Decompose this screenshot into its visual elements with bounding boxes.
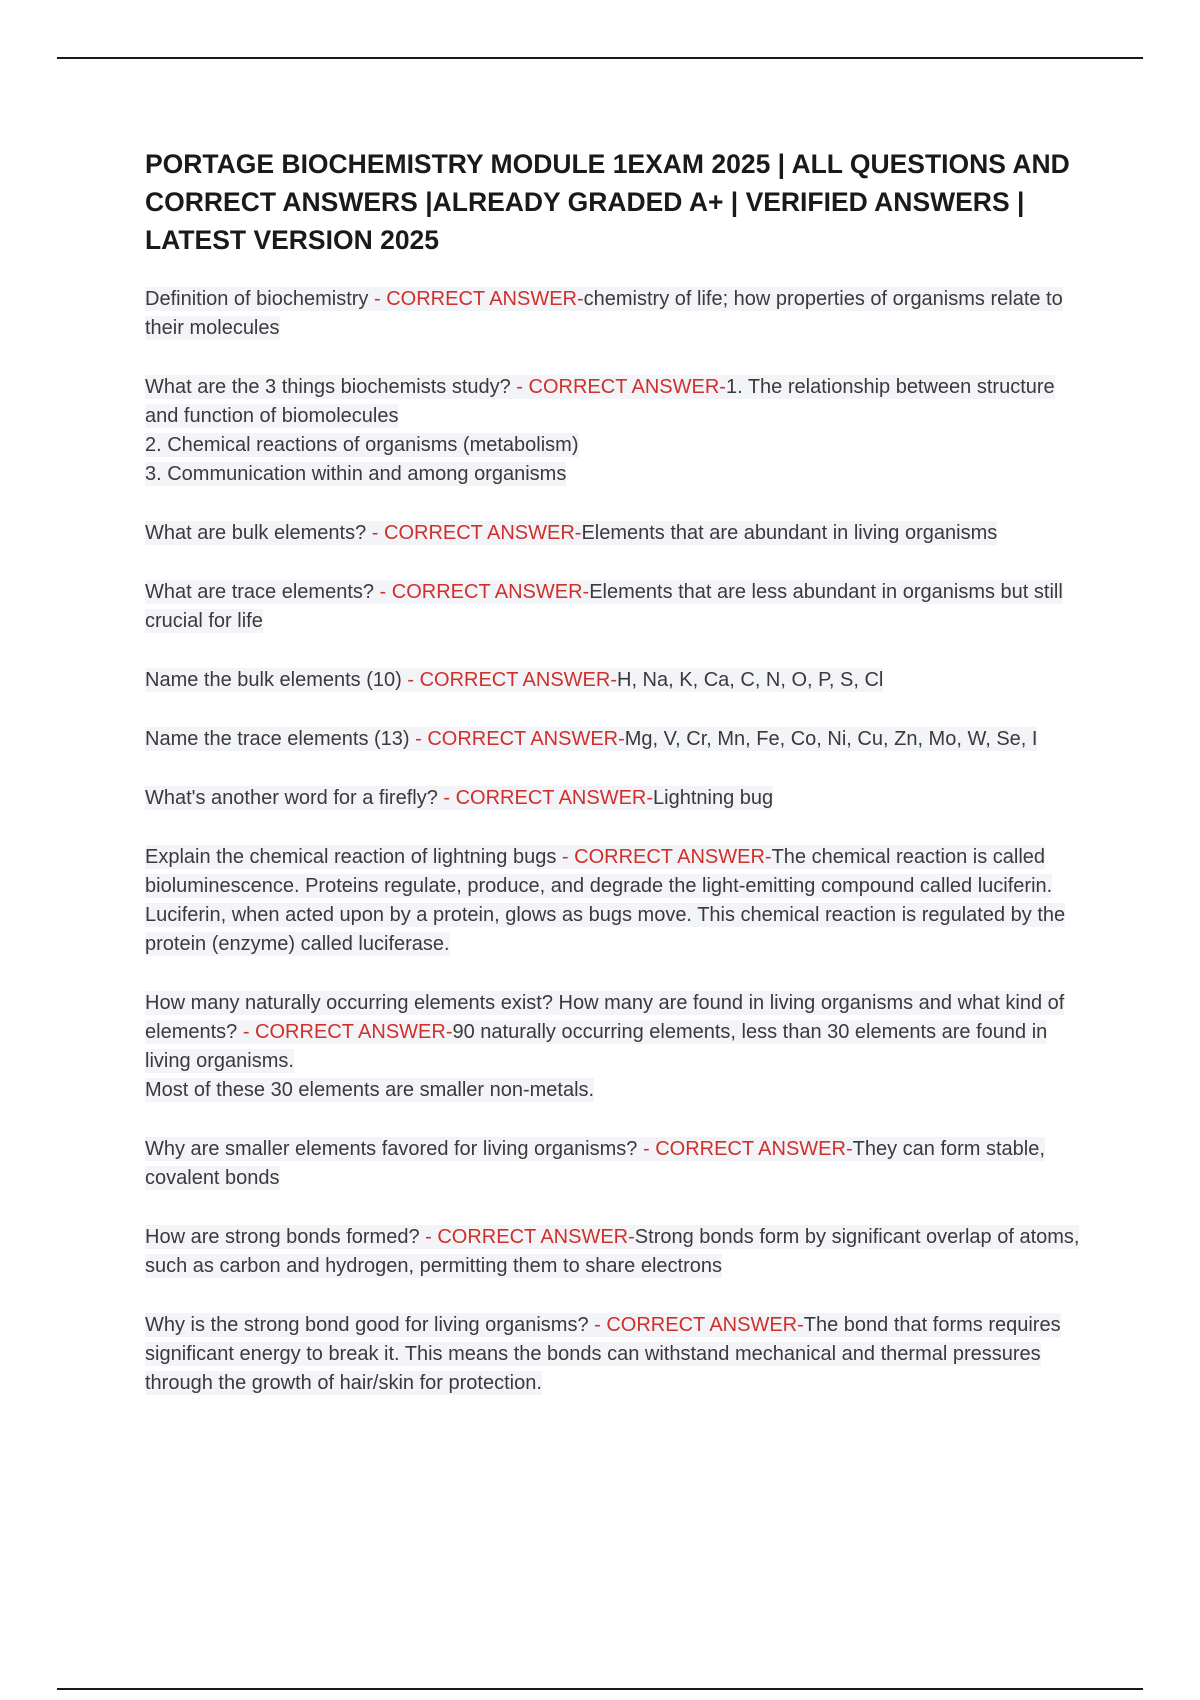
question: Name the trace elements (13) xyxy=(145,728,410,750)
correct-answer-marker: - CORRECT ANSWER- xyxy=(637,1138,853,1160)
correct-answer-marker: - CORRECT ANSWER- xyxy=(419,1226,635,1248)
qa-item xyxy=(145,1223,1090,1281)
qa-item xyxy=(145,784,1090,813)
qa-text xyxy=(145,727,1037,751)
question: Why is the strong bond good for living organisms? xyxy=(145,1314,589,1336)
correct-answer-marker: - CORRECT ANSWER- xyxy=(556,846,772,868)
qa-text xyxy=(145,1313,1061,1395)
question: Name the bulk elements (10) xyxy=(145,669,402,691)
correct-answer-marker: - CORRECT ANSWER- xyxy=(437,787,654,809)
qa-item xyxy=(145,578,1090,636)
correct-answer-marker: - CORRECT ANSWER- xyxy=(401,669,617,691)
footer-rule xyxy=(57,1688,1143,1690)
qa-item xyxy=(145,666,1090,695)
qa-list xyxy=(145,285,1090,1398)
question: How are strong bonds formed? xyxy=(145,1226,420,1248)
correct-answer-marker: - CORRECT ANSWER- xyxy=(368,288,584,310)
qa-text xyxy=(145,521,997,545)
qa-item xyxy=(145,373,1090,489)
document-body xyxy=(145,145,1090,1428)
correct-answer-marker: - CORRECT ANSWER- xyxy=(409,728,625,750)
qa-item xyxy=(145,725,1090,754)
answer: 90 naturally occurring elements, less than 30 elements are found in living organisms. xyxy=(145,1021,1048,1072)
correct-answer-marker: - CORRECT ANSWER- xyxy=(374,581,590,603)
correct-answer-marker: - CORRECT ANSWER- xyxy=(237,1021,453,1043)
qa-item xyxy=(145,519,1090,548)
answer-line: 2. Chemical reactions of organisms (metabolism) xyxy=(145,434,579,456)
header-rule xyxy=(57,57,1143,59)
answer: The chemical reaction is called bioluminescence. Proteins regulate, produce, and degrade the light-emitting compound called luciferin. Luciferin, when acted upon by a protein, glows as bugs move. This chemical reaction is regulated by the protein (enzyme) called luciferase. xyxy=(145,846,1066,955)
qa-item xyxy=(145,843,1090,959)
qa-text xyxy=(145,845,1065,956)
qa-text xyxy=(145,668,883,692)
qa-text xyxy=(145,1137,1045,1190)
question: What are trace elements? xyxy=(145,581,374,603)
answer: Mg, V, Cr, Mn, Fe, Co, Ni, Cu, Zn, Mo, W, Se, I xyxy=(624,728,1038,750)
correct-answer-marker: - CORRECT ANSWER- xyxy=(366,522,582,544)
correct-answer-marker: - CORRECT ANSWER- xyxy=(510,376,726,398)
question: Definition of biochemistry xyxy=(145,288,369,310)
question: What are bulk elements? xyxy=(145,522,367,544)
qa-item xyxy=(145,1135,1090,1193)
answer-line: Most of these 30 elements are smaller non-metals. xyxy=(145,1079,595,1101)
qa-text xyxy=(145,786,773,810)
answer: Elements that are abundant in living organisms xyxy=(581,522,998,544)
answer-line: 3. Communication within and among organisms xyxy=(145,463,567,485)
answer: H, Na, K, Ca, C, N, O, P, S, Cl xyxy=(617,669,884,691)
answer: chemistry of life; how properties of organisms relate to their molecules xyxy=(145,288,1063,339)
qa-text xyxy=(145,580,1063,633)
question: How many naturally occurring elements exist? How many are found in living organisms and what kind of elements? xyxy=(145,992,1065,1043)
answer: 1. The relationship between structure and function of biomolecules xyxy=(145,376,1055,427)
answer: Lightning bug xyxy=(653,787,774,809)
qa-text xyxy=(145,375,1055,486)
answer: They can form stable, covalent bonds xyxy=(145,1138,1045,1189)
answer: Elements that are less abundant in organisms but still crucial for life xyxy=(145,581,1063,632)
qa-item xyxy=(145,1311,1090,1398)
qa-item xyxy=(145,989,1090,1105)
qa-text xyxy=(145,287,1063,340)
question: What are the 3 things biochemists study? xyxy=(145,376,511,398)
answer: The bond that forms requires significant energy to break it. This means the bonds can withstand mechanical and thermal pressures through the growth of hair/skin for protection. xyxy=(145,1314,1061,1394)
correct-answer-marker: - CORRECT ANSWER- xyxy=(588,1314,804,1336)
qa-item xyxy=(145,285,1090,343)
question: Why are smaller elements favored for living organisms? xyxy=(145,1138,638,1160)
qa-text xyxy=(145,1225,1079,1278)
qa-text xyxy=(145,991,1064,1102)
answer: Strong bonds form by significant overlap of atoms, such as carbon and hydrogen, permitting them to share electrons xyxy=(145,1226,1080,1277)
question: Explain the chemical reaction of lightning bugs xyxy=(145,846,557,868)
document-title: PORTAGE BIOCHEMISTRY MODULE 1EXAM 2025 | ALL QUESTIONS AND CORRECT ANSWERS |ALREADY GRADED A+ | VERIFIED ANSWERS | LATEST VERSION 2025 xyxy=(145,149,1070,255)
question: What's another word for a firefly? xyxy=(145,787,438,809)
